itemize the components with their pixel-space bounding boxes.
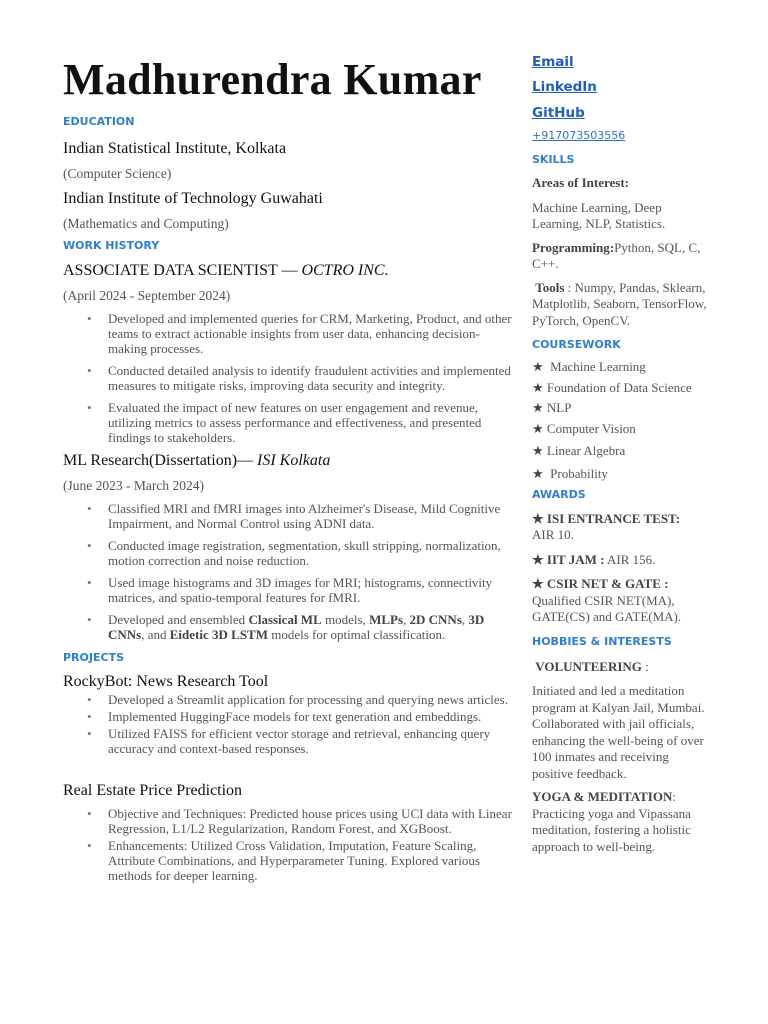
list-item: • Objective and Techniques: Predicted house prices using UCI data with Linear Regression, L1/L2 Regularization, Random Forest, and XGBoost. bbox=[108, 806, 515, 836]
job-dates: (April 2024 - September 2024) bbox=[63, 288, 231, 303]
star-icon: ★ bbox=[532, 466, 544, 481]
list-item: • Conducted detailed analysis to identify fraudulent activities and implemented measures to mitigate risks, improving data security and integrity. bbox=[108, 363, 515, 393]
volunteering-text: Initiated and led a meditation program at Kalyan Jail, Mumbai. Collaborated with jail officials, enhancing the well-being of over 100 inmates and receiving positive feedback. bbox=[532, 683, 705, 781]
list-item: • Developed and ensembled Classical ML models, MLPs, 2D CNNs, 3D CNNs, and Eidetic 3D LSTM models for optimal classification. bbox=[108, 612, 515, 642]
project-bullets bbox=[63, 692, 515, 756]
award-item: ★ CSIR NET & GATE : Qualified CSIR NET(MA), GATE(CS) and GATE(MA). bbox=[532, 576, 682, 624]
list-item: • Classified MRI and fMRI images into Alzheimer's Disease, Mild Cognitive Impairment, and Normal Control using ADNI data. bbox=[108, 501, 515, 531]
project-title: RockyBot: News Research Tool bbox=[63, 673, 269, 690]
list-item: ★ Linear Algebra bbox=[532, 442, 626, 458]
coursework-heading: COURSEWORK bbox=[532, 338, 621, 351]
skills-interest-text: Machine Learning, Deep Learning, NLP, Statistics. bbox=[532, 199, 666, 231]
list-item: • Implemented HuggingFace models for text generation and embeddings. bbox=[108, 709, 515, 724]
list-item: • Utilized FAISS for efficient vector storage and retrieval, enhancing query accuracy and context-based responses. bbox=[108, 726, 515, 756]
job-bullets bbox=[63, 501, 515, 642]
list-item: ★ NLP bbox=[532, 399, 572, 415]
job-title bbox=[63, 451, 515, 471]
job-dates: (June 2023 - March 2024) bbox=[63, 478, 204, 493]
star-icon: ★ bbox=[532, 359, 544, 374]
project-title: Real Estate Price Prediction bbox=[63, 782, 243, 799]
job-title bbox=[63, 261, 515, 281]
star-icon: ★ bbox=[532, 576, 544, 591]
job-bullets bbox=[63, 311, 515, 445]
list-item: • Used image histograms and 3D images for MRI; histograms, connectivity matrices, and spatio-temporal features for fMRI. bbox=[108, 575, 515, 605]
award-item: ★ ISI ENTRANCE TEST: AIR 10. bbox=[532, 510, 681, 542]
list-item: ★ Foundation of Data Science bbox=[532, 379, 692, 395]
education-heading: EDUCATION bbox=[63, 115, 135, 128]
list-item: ★ Probability bbox=[532, 466, 608, 481]
star-icon: ★ bbox=[532, 551, 544, 567]
list-item: • Conducted image registration, segmentation, skull stripping, normalization, motion correction and noise reduction. bbox=[108, 538, 515, 568]
list-item: ★ Computer Vision bbox=[532, 421, 636, 436]
project-bullets bbox=[63, 806, 515, 883]
skills-tools: Tools : Numpy, Pandas, Sklearn, Matplotlib, Seaborn, TensorFlow, PyTorch, OpenCV. bbox=[532, 279, 707, 328]
main-column bbox=[63, 52, 515, 883]
list-item: • Developed and implemented queries for CRM, Marketing, Product, and other teams to extract actionable insights from user data, enhancing decision-making processes. bbox=[108, 311, 515, 356]
job-organization: ISI Kolkata bbox=[257, 452, 331, 469]
github-link[interactable]: GitHub bbox=[532, 105, 585, 121]
linkedin-link[interactable]: LinkedIn bbox=[532, 79, 597, 95]
award-item: ★ IIT JAM : AIR 156. bbox=[532, 551, 656, 567]
star-icon: ★ bbox=[532, 442, 544, 458]
job-role: ASSOCIATE DATA SCIENTIST — bbox=[63, 262, 302, 279]
list-item: • Evaluated the impact of new features on user engagement and revenue, utilizing metrics to assess performance and effectiveness, and presented findings to stakeholders. bbox=[108, 400, 515, 445]
star-icon: ★ bbox=[532, 399, 544, 415]
job-role: ML Research(Dissertation)— bbox=[63, 452, 258, 469]
volunteering-label: VOLUNTEERING : bbox=[535, 658, 649, 674]
phone-link[interactable]: +917073503556 bbox=[532, 129, 626, 142]
education-program: (Computer Science) bbox=[63, 166, 172, 181]
yoga-text: YOGA & MEDITATION: Practicing yoga and Vipassana meditation, fostering a holistic approach to well-being. bbox=[532, 789, 691, 854]
job-organization: OCTRO INC. bbox=[301, 262, 389, 279]
list-item: ★ Machine Learning bbox=[532, 359, 646, 374]
star-icon: ★ bbox=[532, 421, 544, 436]
awards-heading: AWARDS bbox=[532, 487, 586, 501]
skills-heading: SKILLS bbox=[532, 153, 575, 166]
sidebar-column bbox=[532, 52, 712, 855]
star-icon: ★ bbox=[532, 379, 544, 395]
education-institution: Indian Institute of Technology Guwahati bbox=[63, 190, 323, 207]
education-institution: Indian Statistical Institute, Kolkata bbox=[63, 140, 287, 157]
work-history-heading: WORK HISTORY bbox=[63, 239, 160, 252]
education-program: (Mathematics and Computing) bbox=[63, 216, 229, 231]
list-item: • Enhancements: Utilized Cross Validation, Imputation, Feature Scaling, Attribute Combinations, and Hyperparameter Tuning. Explored various methods for deeper learning. bbox=[108, 838, 515, 883]
hobbies-heading: HOBBIES & INTERESTS bbox=[532, 634, 672, 648]
candidate-name: Madhurendra Kumar bbox=[63, 55, 482, 104]
skills-interest-label: Areas of Interest: bbox=[532, 175, 629, 190]
skills-programming: Programming:Python, SQL, C, C++. bbox=[532, 239, 701, 271]
email-link[interactable]: Email bbox=[532, 54, 574, 70]
list-item: • Developed a Streamlit application for processing and querying news articles. bbox=[108, 692, 515, 707]
projects-heading: PROJECTS bbox=[63, 651, 124, 664]
star-icon: ★ bbox=[532, 510, 544, 526]
